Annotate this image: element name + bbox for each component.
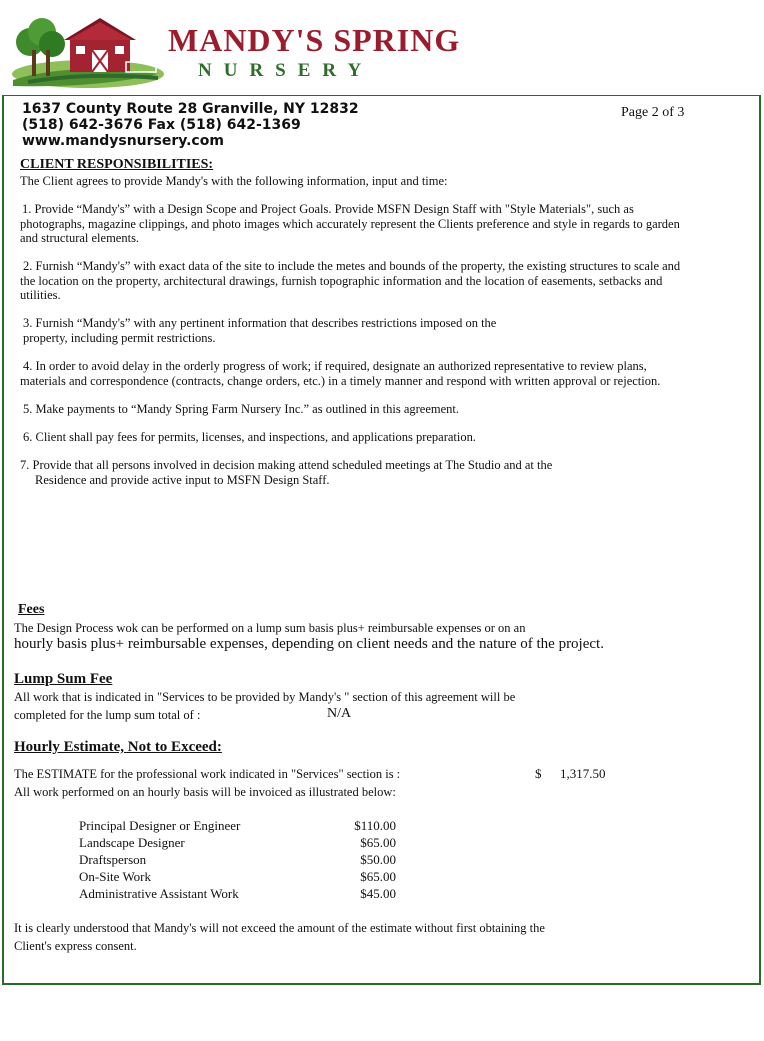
responsibility-item-1 xyxy=(20,202,755,246)
item-2-line-2: the location on the property, architectural drawings, furnish topographic information and the location of easements, setbacks and xyxy=(20,273,663,288)
lump-sum-line-2: completed for the lump sum total of : xyxy=(14,708,201,722)
rate-value: $45.00 xyxy=(360,886,396,901)
address-website: www.mandysnursery.com xyxy=(22,133,224,149)
item-1-line-1: 1. Provide “Mandy's” with a Design Scope and Project Goals. Provide MSFN Design Staff with "Style Materials", such as xyxy=(22,202,634,216)
item-7-line-1: 7. Provide that all persons involved in decision making attend scheduled meetings at The Studio and at the xyxy=(20,458,553,472)
lump-sum-line-1: All work that is indicated in "Services to be provided by Mandy's " section of this agreement will be xyxy=(14,690,516,704)
hourly-estimate-label: The ESTIMATE for the professional work indicated in "Services" section is : xyxy=(14,767,401,781)
item-4-line-2: materials and correspondence (contracts, change orders, etc.) in a timely manner and respond with written approval or rejection. xyxy=(20,373,661,388)
rate-value: $110.00 xyxy=(354,818,396,833)
page-number: Page 2 of 3 xyxy=(621,105,685,120)
lump-sum-value: N/A xyxy=(327,706,352,721)
responsibility-item-6: 6. Client shall pay fees for permits, licenses, and inspections, and applications preparation. xyxy=(23,430,477,444)
item-2-line-1: 2. Furnish “Mandy's” with exact data of the site to include the metes and bounds of the property, the existing structures to scale and xyxy=(23,259,681,273)
closing-line-2: Client's express consent. xyxy=(14,939,137,953)
item-7-line-2: Residence and provide active input to MSFN Design Staff. xyxy=(35,472,330,487)
responsibility-item-3 xyxy=(20,316,755,345)
item-1-line-3: and structural elements. xyxy=(20,231,140,245)
item-2-line-3: utilities. xyxy=(20,288,61,302)
item-3-line-1: 3. Furnish “Mandy's” with any pertinent information that describes restrictions imposed on the xyxy=(23,316,497,330)
rate-role: Landscape Designer xyxy=(79,835,185,850)
rate-role: On-Site Work xyxy=(79,869,152,884)
nursery-logo-barn-icon xyxy=(8,2,168,94)
closing-line-1: It is clearly understood that Mandy's will not exceed the amount of the estimate without first obtaining the xyxy=(14,921,545,935)
rate-value: $65.00 xyxy=(360,869,396,884)
lump-sum-heading: Lump Sum Fee xyxy=(14,671,113,687)
client-responsibilities-heading: CLIENT RESPONSIBILITIES: xyxy=(20,157,214,172)
hourly-heading: Hourly Estimate, Not to Exceed: xyxy=(14,739,222,755)
fees-line-1: The Design Process wok can be performed on a lump sum basis plus+ reimbursable expenses or on an xyxy=(14,621,526,635)
fees-heading: Fees xyxy=(18,602,45,617)
responsibility-item-7 xyxy=(20,458,755,487)
hourly-invoice-line: All work performed on an hourly basis will be invoiced as illustrated below: xyxy=(14,785,396,799)
responsibility-item-5: 5. Make payments to “Mandy Spring Farm Nursery Inc.” as outlined in this agreement. xyxy=(23,402,460,416)
rate-role: Draftsperson xyxy=(79,852,147,867)
responsibility-item-4 xyxy=(20,359,755,388)
rate-value: $50.00 xyxy=(360,852,396,867)
rate-role: Principal Designer or Engineer xyxy=(79,818,241,833)
address-phone: (518) 642-3676 Fax (518) 642-1369 xyxy=(22,117,301,133)
item-1-line-2: photographs, magazine clippings, and photo images which accurately represent the Clients preference and style in regards to garden xyxy=(20,216,680,231)
estimate-currency: $ xyxy=(535,766,542,781)
brand-subtitle: NURSERY xyxy=(198,60,374,81)
fees-line-2: hourly basis plus+ reimbursable expenses, depending on client needs and the nature of the project. xyxy=(14,636,604,652)
brand-name: MANDY'S SPRING xyxy=(168,22,461,58)
item-3-line-2: property, including permit restrictions. xyxy=(23,330,216,345)
estimate-value: 1,317.50 xyxy=(560,766,606,781)
rate-role: Administrative Assistant Work xyxy=(79,886,239,901)
address-street: 1637 County Route 28 Granville, NY 12832 xyxy=(22,101,359,117)
responsibility-item-2 xyxy=(20,259,755,303)
client-responsibilities-intro: The Client agrees to provide Mandy's with the following information, input and time: xyxy=(20,174,448,188)
item-4-line-1: 4. In order to avoid delay in the orderly progress of work; if required, designate an authorized representative to review plans, xyxy=(23,359,647,373)
rate-value: $65.00 xyxy=(360,835,396,850)
